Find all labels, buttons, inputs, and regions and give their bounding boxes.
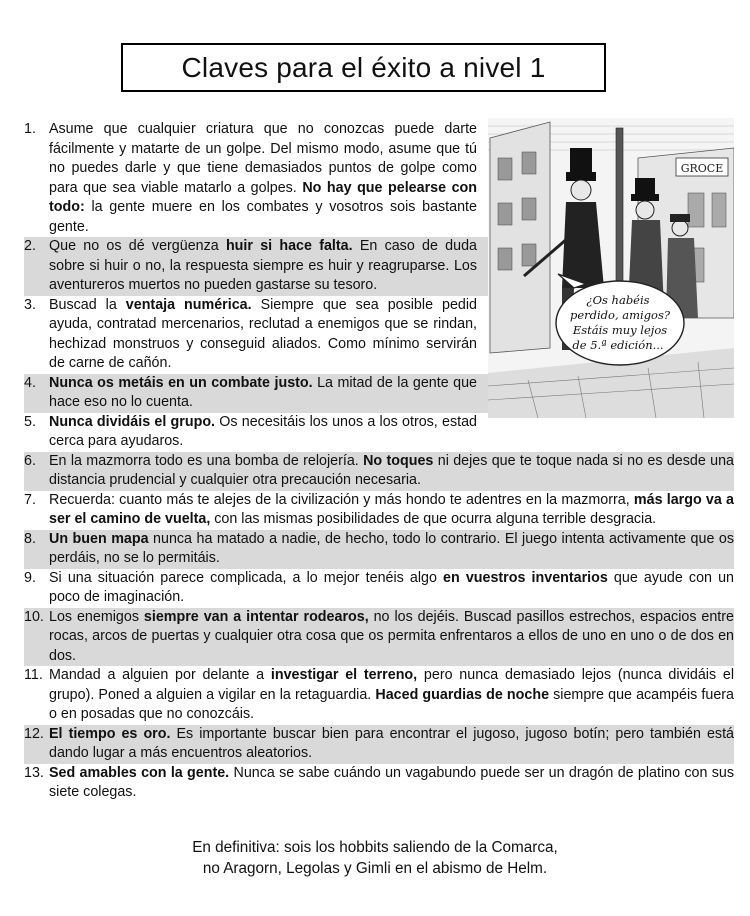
- tip-number: 1.: [24, 121, 36, 137]
- tip-text: [49, 569, 734, 608]
- tip-emphasis: en vuestros inventarios: [443, 569, 608, 586]
- tip-text-segment: Los enemigos: [49, 608, 144, 625]
- tip-number: 6.: [24, 452, 36, 469]
- tip-text-segment: la gente muere en los combates y vosotros sois bastante gente.: [49, 199, 477, 235]
- tip-emphasis: El tiempo es oro.: [49, 725, 171, 742]
- tip-emphasis: Haced guardias de noche: [375, 686, 550, 703]
- tip-text-segment: Que no os dé vergüenza: [49, 238, 226, 254]
- tip-number: 13.: [24, 764, 44, 781]
- tip-text: [49, 120, 477, 237]
- speech-line-3: Estáis muy lejos: [572, 323, 668, 337]
- tip-text: [49, 764, 734, 803]
- tip-emphasis: más largo va a ser el camino de vuelta,: [49, 491, 734, 527]
- tip-item: [24, 413, 734, 452]
- tip-emphasis: huir si hace falta.: [225, 238, 353, 254]
- tip-emphasis: Sed amables con la gente.: [49, 764, 230, 781]
- cartoon-illustration: [488, 118, 734, 418]
- tip-text-segment: no los dejéis. Buscad pasillos estrechos, espacios entre rocas, arcos de puertas y cualquier otra cosa que os permita enfrentaros a ellos de uno en uno o de dos en dos.: [49, 608, 734, 664]
- conclusion-line-1: En definitiva: sois los hobbits saliendo de la Comarca,: [192, 839, 558, 856]
- tip-text-segment: pero nunca demasiado lejos (nunca dividáis el grupo). Poned a alguien a vigilar en la retaguardia.: [49, 667, 734, 703]
- tip-text-segment: con las mismas posibilidades de que ocurra alguna terrible desgracia.: [210, 511, 657, 527]
- tip-text: [49, 725, 734, 764]
- tip-item: [24, 608, 734, 667]
- tip-text: [49, 530, 734, 569]
- tip-text-segment: que ayude con un poco de imaginación.: [49, 569, 734, 605]
- tip-text-segment: nunca ha matado a nadie, de hecho, todo lo contrario. El juego intenta activamente que os perdáis, no se lo permitáis.: [49, 530, 734, 566]
- tip-number: 10.: [24, 608, 44, 625]
- tip-item: [24, 491, 734, 530]
- tip-text-segment: Asume que cualquier criatura que no conozcas puede darte fácilmente y matarte de un golpe. Del mismo modo, asume que tú no puedes darle y que tiene demasiados puntos de golpe como para que sea viable matarlo a golpes.: [49, 121, 477, 196]
- tip-item: [24, 530, 734, 569]
- tip-number: 8.: [24, 530, 36, 547]
- conclusion-line-2: no Aragorn, Legolas y Gimli en el abismo de Helm.: [202, 860, 548, 877]
- tip-item: [24, 569, 734, 608]
- tip-text-segment: ni dejes que te toque nada si no es desde una distancia prudencial y cualquier otra precaución necesaria.: [49, 452, 735, 488]
- tip-number: 12.: [24, 725, 44, 742]
- page-title: Claves para el éxito a nivel 1: [181, 51, 546, 83]
- tip-text-segment: En la mazmorra todo es una bomba de relojería.: [49, 452, 364, 469]
- tip-emphasis: Nunca dividáis el grupo.: [49, 413, 216, 430]
- tip-item: [24, 764, 734, 803]
- tip-text: [49, 374, 477, 413]
- speech-line-2: perdido, amigos?: [569, 308, 671, 322]
- tip-item: [24, 725, 734, 764]
- tip-text: [49, 666, 734, 725]
- tip-number: 7.: [24, 491, 36, 508]
- tip-text-segment: Mandad a alguien por delante a: [49, 667, 271, 683]
- tip-emphasis: No toques: [363, 452, 434, 469]
- tip-emphasis: siempre van a intentar rodearos,: [143, 608, 369, 625]
- tip-number: 5.: [24, 413, 36, 430]
- speech-line-1: ¿Os habéis: [586, 293, 650, 307]
- tip-emphasis: ventaja numérica.: [125, 296, 252, 313]
- shop-sign-text: GROCE: [680, 162, 724, 175]
- tip-text: [49, 296, 477, 374]
- tip-text-segment: siempre que acampéis fuera o en posadas que no conozcáis.: [49, 686, 734, 722]
- speech-line-4: de 5.ª edición...: [572, 338, 664, 352]
- tip-text: [49, 452, 734, 491]
- tip-text: [49, 237, 477, 296]
- tip-item: [24, 666, 734, 725]
- tip-text-segment: Recuerda: cuanto más te alejes de la civilización y más hondo te adentres en la mazmorra,: [49, 491, 634, 508]
- tip-emphasis: No hay que pelearse con todo:: [49, 179, 477, 215]
- tip-text-segment: Nunca se sabe cuándo un vagabundo puede ser un dragón de platino con sus siete colegas.: [49, 764, 734, 800]
- tip-number: 2.: [24, 238, 36, 254]
- tip-text-segment: Siempre que sea posible pedid ayuda, contratad mercenarios, reclutad a enemigos que se rindan, hechizad monstruos y conseguid aliados. Como mínimo servirán de carne de cañón.: [49, 296, 477, 371]
- tip-number: 3.: [24, 296, 36, 313]
- tip-emphasis: Un buen mapa: [49, 530, 149, 547]
- tip-item: [24, 452, 734, 491]
- tip-text-segment: La mitad de la gente que hace eso no lo cuenta.: [49, 374, 477, 410]
- tip-text: [49, 491, 734, 530]
- tip-text-segment: Es importante buscar bien para encontrar el jugoso, jugoso botín; pero también está dando lugar a más encuentros aleatorios.: [49, 725, 734, 761]
- tip-emphasis: Nunca os metáis en un combate justo.: [49, 374, 313, 391]
- title-box: [121, 43, 606, 92]
- conclusion: [0, 837, 750, 879]
- tip-text: [49, 413, 477, 452]
- tip-text-segment: Buscad la: [49, 296, 126, 313]
- tip-number: 9.: [24, 569, 36, 586]
- tip-number: 4.: [24, 374, 36, 391]
- tip-number: 11.: [24, 667, 43, 683]
- tip-emphasis: investigar el terreno,: [270, 667, 418, 683]
- tip-text-segment: Os necesitáis los unos a los otros, estad cerca para ayudaros.: [49, 413, 477, 449]
- tip-text: [49, 608, 734, 667]
- tip-text-segment: Si una situación parece complicada, a lo mejor tenéis algo: [49, 569, 444, 586]
- tip-text-segment: En caso de duda sobre si huir o no, la respuesta siempre es huir y reagruparse. Los aventureros muertos no pueden gastarse su tesoro.: [49, 238, 477, 293]
